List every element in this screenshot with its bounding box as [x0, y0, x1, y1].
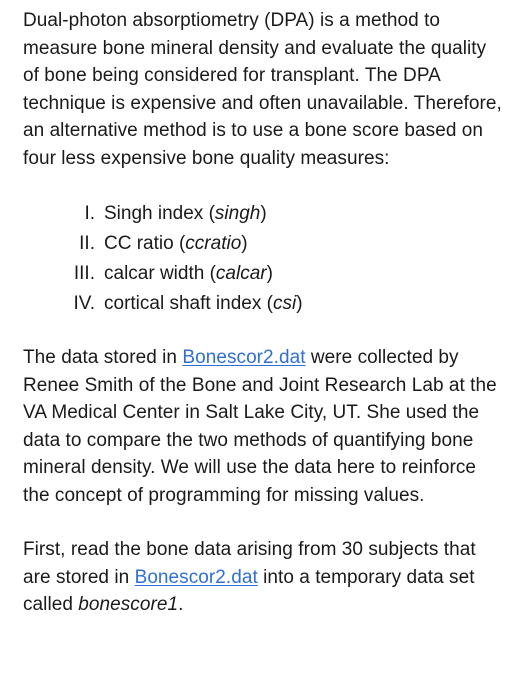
measure-label: Singh index (: [104, 203, 215, 224]
instruction-paragraph: [23, 536, 503, 619]
bonescor2-link[interactable]: Bonescor2.dat: [134, 566, 258, 588]
measure-close: ): [241, 233, 248, 254]
measure-variable: singh: [214, 203, 261, 224]
measure-variable: ccratio: [185, 233, 242, 254]
measure-label: CC ratio (: [104, 233, 186, 254]
bonescor2-link[interactable]: Bonescor2.dat: [182, 347, 306, 368]
list-numeral: I.: [84, 203, 95, 224]
list-item-text: [104, 259, 273, 289]
text-span: were collected by Renee Smith of the Bone and Joint Research Lab at the VA Medical Center in Salt Lake City, UT. She used the data to compare the two methods of quantifying bone mineral density. We will use the data here to reinforce the concept of programming for missing values.: [23, 347, 497, 506]
text-span: The data stored in: [23, 347, 183, 368]
text-span: into a temporary data set called: [23, 566, 475, 615]
measure-label: cortical shaft index (: [104, 293, 273, 314]
list-item: [65, 229, 503, 259]
intro-paragraph: Dual-photon absorptiometry (DPA) is a method to measure bone mineral density and evaluate the quality of bone being considered for transplant. The DPA technique is expensive and often unavailable. Therefore, an alternative method is to use a bone score based on four less expensive bone quality measures:: [23, 10, 502, 169]
list-item: [65, 289, 503, 319]
measure-variable: csi: [272, 293, 297, 314]
measure-variable: calcar: [215, 263, 267, 284]
text-span: .: [178, 594, 184, 615]
list-item-text: [104, 229, 248, 259]
data-source-paragraph: [23, 344, 503, 509]
list-numeral: II.: [79, 233, 95, 254]
list-item-text: [104, 289, 303, 319]
measure-close: ): [266, 263, 273, 284]
measure-label: calcar width (: [104, 263, 216, 284]
bone-measures-list: [23, 199, 503, 319]
measure-close: ): [296, 293, 303, 314]
list-item: [65, 199, 503, 229]
dataset-name: bonescore1: [78, 594, 179, 615]
text-span: First, read the bone data arising from 30 subjects that are stored in: [23, 539, 476, 588]
list-numeral: IV.: [73, 293, 95, 314]
list-numeral: III.: [73, 263, 95, 284]
measure-close: ): [260, 203, 267, 224]
list-item-text: [104, 199, 267, 229]
list-item: [65, 259, 503, 289]
